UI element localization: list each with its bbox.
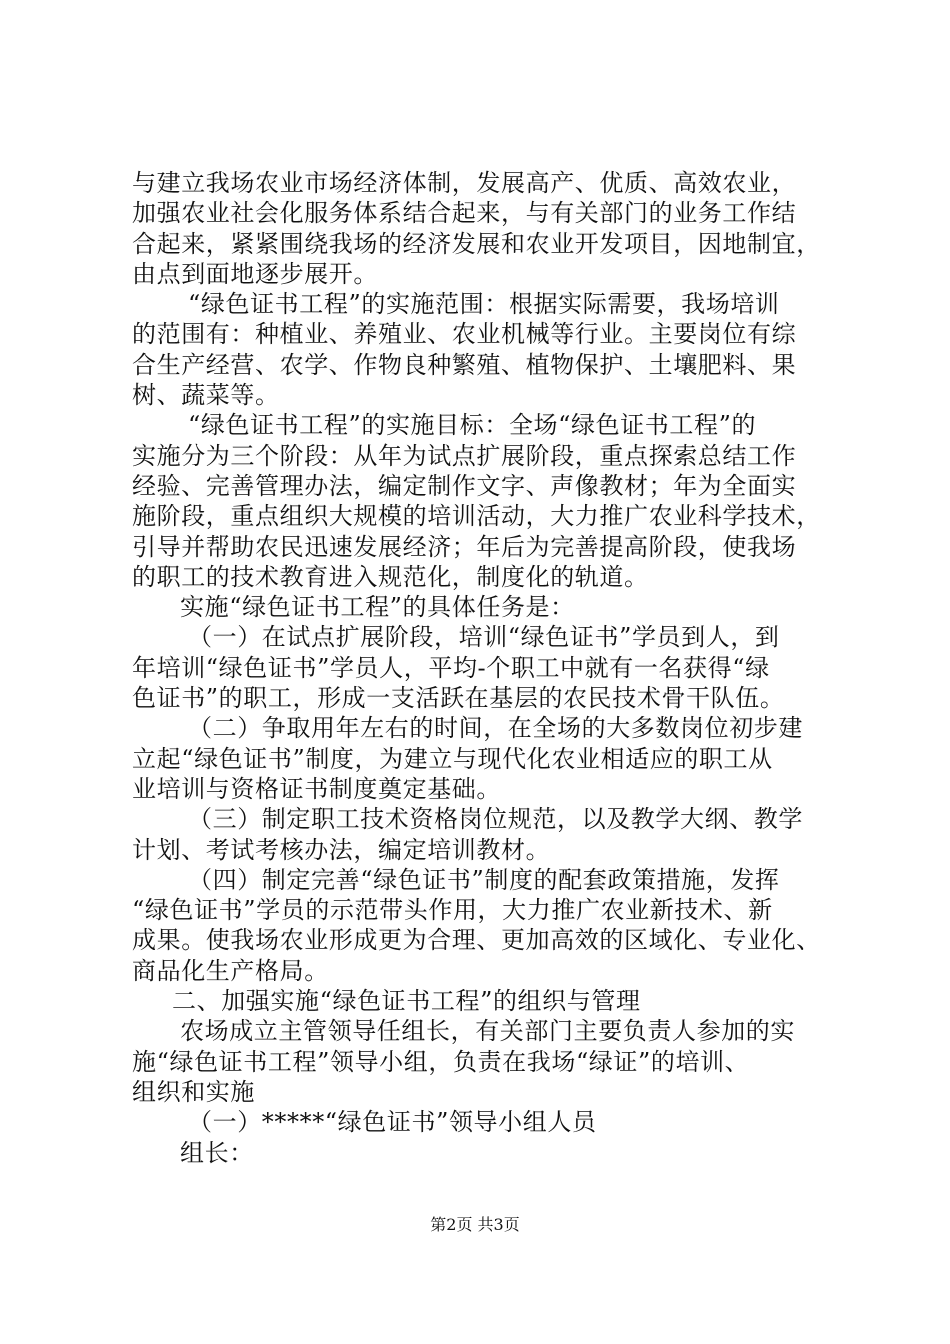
text-line: 色证书”的职工，形成一支活跃在基层的农民技术骨干队伍。: [132, 684, 785, 713]
text-line: 施阶段，重点组织大规模的培训活动，大力推广农业科学技术，: [132, 502, 821, 531]
document-body: [132, 168, 852, 1168]
text-line: 引导并帮助农民迅速发展经济；年后为完善提高阶段，使我场: [132, 532, 797, 561]
text-line: 实施分为三个阶段：从年为试点扩展阶段，重点探索总结工作: [132, 441, 797, 470]
text-line: 的职工的技术教育进入规范化，制度化的轨道。: [132, 562, 649, 591]
text-line: 合起来，紧紧围绕我场的经济发展和农业开发项目，因地制宜，: [132, 229, 821, 258]
text-line: （四）制定完善“绿色证书”制度的配套政策措施，发挥: [188, 865, 780, 894]
text-line: 计划、考试考核办法，编定培训教材。: [132, 835, 551, 864]
text-line: “绿色证书”学员的示范带头作用，大力推广农业新技术、新: [132, 896, 773, 925]
text-line: 商品化生产格局。: [132, 956, 329, 985]
text-line: 年培训“绿色证书”学员人，平均-个职工中就有一名获得“绿: [132, 653, 770, 682]
text-line: （二）争取用年左右的时间，在全场的大多数岗位初步建: [188, 714, 803, 743]
text-line: 树、蔬菜等。: [132, 381, 280, 410]
text-line: 实施“绿色证书工程”的具体任务是：: [180, 593, 575, 622]
section-heading: 二、加强实施“绿色证书工程”的组织与管理: [172, 987, 641, 1016]
text-line: 与建立我场农业市场经济体制，发展高产、优质、高效农业，: [132, 169, 797, 197]
text-line: （三）制定职工技术资格岗位规范，以及教学大纲、教学: [188, 805, 803, 834]
text-line: 合生产经营、农学、作物良种繁殖、植物保护、土壤肥料、果: [132, 350, 797, 379]
text-line: 农场成立主管领导任组长，有关部门主要负责人参加的实: [180, 1017, 795, 1046]
text-line: 立起“绿色证书”制度，为建立与现代化农业相适应的职工从: [132, 744, 773, 773]
text-line: 组长：: [180, 1138, 254, 1167]
text-line: “绿色证书工程”的实施目标：全场“绿色证书工程”的: [188, 411, 757, 440]
page-number-footer: 第2页 共3页: [430, 1215, 520, 1234]
text-line: 加强农业社会化服务体系结合起来，与有关部门的业务工作结: [132, 199, 797, 228]
text-line: 成果。使我场农业形成更为合理、更加高效的区域化、专业化、: [132, 926, 821, 955]
text-line: （一）在试点扩展阶段，培训“绿色证书”学员到人，到: [188, 623, 780, 652]
subsection-heading: （一）*****“绿色证书”领导小组人员: [188, 1108, 597, 1137]
text-line: 由点到面地逐步展开。: [132, 259, 378, 288]
text-line: 经验、完善管理办法，编定制作文字、声像教材；年为全面实: [132, 471, 797, 500]
text-line: 业培训与资格证书制度奠定基础。: [132, 774, 501, 803]
text-line: 的范围有：种植业、养殖业、农业机械等行业。主要岗位有综: [132, 320, 797, 349]
text-line: 施“绿色证书工程”领导小组，负责在我场“绿证”的培训、: [132, 1047, 750, 1076]
text-line: “绿色证书工程”的实施范围：根据实际需要，我场培训: [188, 290, 780, 319]
text-line: 组织和实施: [132, 1077, 255, 1106]
